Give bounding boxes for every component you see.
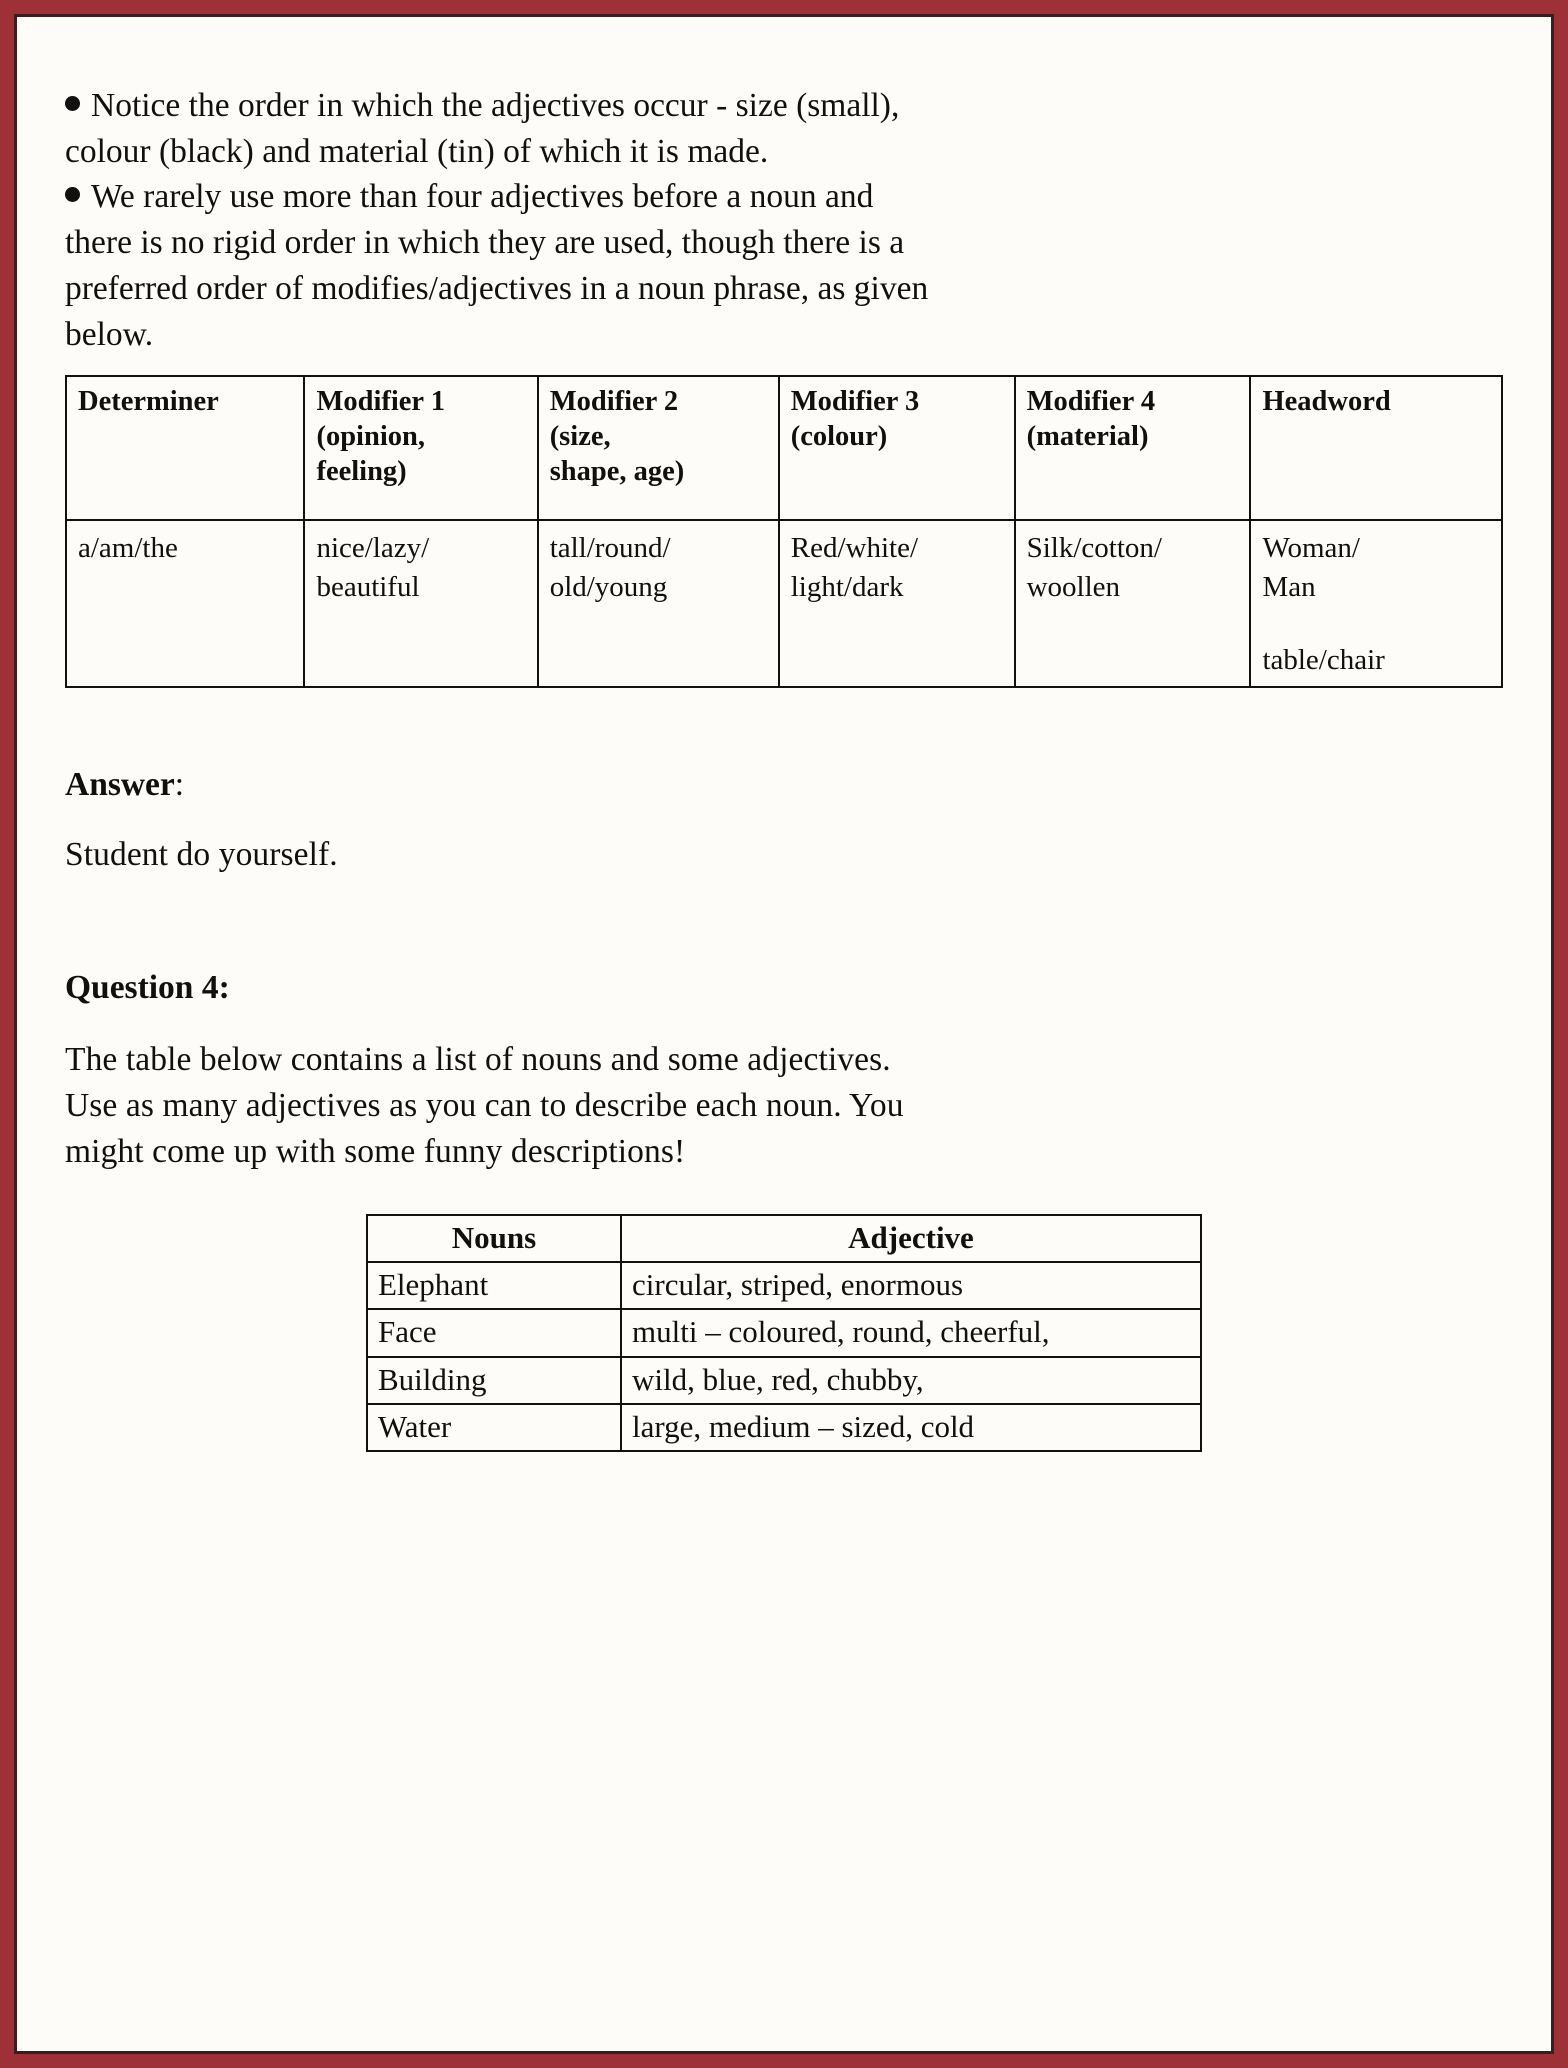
noun-table-body xyxy=(367,1262,1201,1451)
cell-modifier-3-line-1: Red/white/ xyxy=(790,532,919,565)
header-modifier-3 xyxy=(779,376,1015,520)
bullet-item-2 xyxy=(65,174,1503,220)
intro-bullets xyxy=(65,83,1503,357)
header-headword-title: Headword xyxy=(1262,386,1391,418)
header-modifier-4 xyxy=(1015,376,1251,520)
question-prompt-line-3: might come up with some funny descriptions! xyxy=(65,1132,686,1170)
header-determiner-title: Determiner xyxy=(78,386,219,418)
bullet-2-line-3: preferred order of modifies/adjectives in a noun phrase, as given xyxy=(65,269,929,307)
cell-modifier-4-line-1: Silk/cotton/ xyxy=(1026,532,1162,565)
header-modifier-4-sub-1: (material) xyxy=(1026,421,1149,453)
spacer-before-question xyxy=(65,877,1503,969)
question-prompt-line-2: Use as many adjectives as you can to describe each noun. You xyxy=(65,1086,904,1124)
bullet-dot-icon xyxy=(65,187,80,202)
cell-noun: Elephant xyxy=(367,1262,621,1309)
question-prompt-line-1: The table below contains a list of nouns and some adjectives. xyxy=(65,1041,891,1079)
cell-determiner xyxy=(66,520,304,687)
question-label: Question 4: xyxy=(65,969,230,1007)
cell-headword-line-2: Man xyxy=(1262,571,1316,604)
bullet-2-line-2: there is no rigid order in which they are used, though there is a xyxy=(65,224,905,262)
cell-modifier-1-line-1: nice/lazy/ xyxy=(316,532,430,565)
cell-noun: Water xyxy=(367,1404,621,1451)
bullet-2-line-2-row xyxy=(65,220,1503,266)
headword-spacer xyxy=(1262,607,1490,641)
question-heading xyxy=(65,969,1503,1007)
header-modifier-3-sub-1: (colour) xyxy=(790,421,888,453)
table-header-row xyxy=(367,1215,1201,1262)
cell-adjective: wild, blue, red, chubby, xyxy=(621,1357,1201,1404)
spacer-after-modifier-table xyxy=(65,688,1503,766)
cell-adjective: multi – coloured, round, cheerful, xyxy=(621,1309,1201,1356)
header-modifier-2-sub-2: shape, age) xyxy=(549,455,685,487)
header-modifier-1 xyxy=(304,376,537,520)
header-modifier-1-sub-1: (opinion, xyxy=(316,421,425,453)
table-header-row xyxy=(66,376,1502,520)
modifier-table-body xyxy=(66,520,1502,687)
cell-adjective: circular, striped, enormous xyxy=(621,1262,1201,1309)
cell-headword-line-3: table/chair xyxy=(1262,644,1385,677)
table-row xyxy=(367,1404,1201,1451)
spacer-answer xyxy=(65,804,1503,832)
header-modifier-1-title: Modifier 1 xyxy=(316,386,445,418)
header-modifier-2-sub-1: (size, xyxy=(549,421,611,453)
noun-table-head xyxy=(367,1215,1201,1262)
table-row xyxy=(367,1262,1201,1309)
cell-determiner-text: a/am/the xyxy=(78,532,178,565)
document-sheet xyxy=(21,21,1547,2047)
cell-modifier-3-line-2: light/dark xyxy=(790,571,904,604)
bullet-2-line-4: below. xyxy=(65,315,154,353)
cell-modifier-3 xyxy=(779,520,1015,687)
cell-modifier-2 xyxy=(538,520,779,687)
cell-headword xyxy=(1250,520,1502,687)
bullet-item-1 xyxy=(65,83,1503,129)
cell-modifier-1 xyxy=(304,520,537,687)
bullet-1-line-2-row xyxy=(65,129,1503,175)
bullet-2-line-4-row xyxy=(65,312,1503,358)
answer-heading xyxy=(65,766,1503,804)
header-headword xyxy=(1250,376,1502,520)
cell-modifier-1-line-2: beautiful xyxy=(316,571,420,604)
bullet-1-line-1: Notice the order in which the adjectives occur - size (small), xyxy=(91,87,900,124)
header-modifier-4-title: Modifier 4 xyxy=(1026,386,1156,418)
answer-text: Student do yourself. xyxy=(65,835,338,873)
table-row xyxy=(367,1357,1201,1404)
modifier-order-table xyxy=(65,375,1503,688)
cell-headword-line-1: Woman/ xyxy=(1262,532,1360,565)
bullet-1-line-2: colour (black) and material (tin) of which it is made. xyxy=(65,132,769,170)
cell-noun: Face xyxy=(367,1309,621,1356)
header-adjective: Adjective xyxy=(621,1215,1201,1262)
cell-modifier-2-line-1: tall/round/ xyxy=(549,532,671,565)
nouns-adjectives-table xyxy=(366,1214,1202,1452)
bullet-2-line-1: We rarely use more than four adjectives before a noun and xyxy=(91,178,874,216)
bullet-2-line-3-row xyxy=(65,266,1503,312)
cell-adjective: large, medium – sized, cold xyxy=(621,1404,1201,1451)
table-row xyxy=(367,1309,1201,1356)
header-modifier-2 xyxy=(538,376,779,520)
noun-table-wrapper xyxy=(65,1214,1503,1452)
header-nouns: Nouns xyxy=(367,1215,621,1262)
answer-colon: : xyxy=(174,765,185,803)
header-modifier-2-title: Modifier 2 xyxy=(549,386,679,418)
cell-modifier-4-line-2: woollen xyxy=(1026,571,1121,604)
answer-label: Answer xyxy=(65,765,175,803)
cell-modifier-2-line-2: old/young xyxy=(549,571,668,604)
spacer-question xyxy=(65,1007,1503,1037)
table-row xyxy=(66,520,1502,687)
bullet-dot-icon xyxy=(65,96,80,111)
header-determiner xyxy=(66,376,304,520)
header-modifier-3-title: Modifier 3 xyxy=(790,386,920,418)
cell-modifier-4 xyxy=(1015,520,1251,687)
header-modifier-1-sub-2: feeling) xyxy=(316,455,407,487)
page-inner-border xyxy=(14,14,1554,2054)
cell-noun: Building xyxy=(367,1357,621,1404)
modifier-table-head xyxy=(66,376,1502,520)
